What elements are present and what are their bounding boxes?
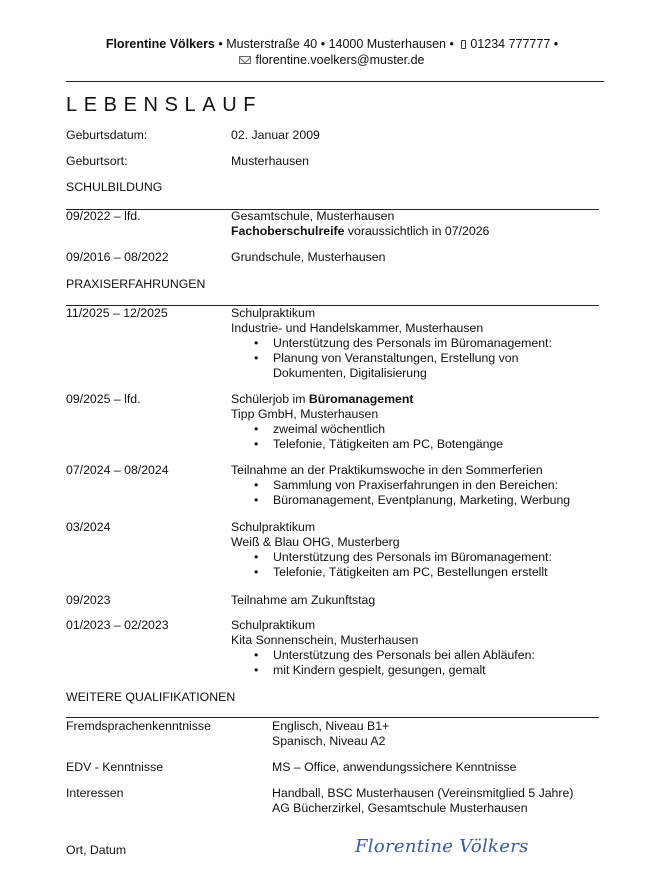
entry-details xyxy=(231,209,611,239)
header-divider xyxy=(66,81,604,82)
separator: • xyxy=(446,37,458,51)
entry-details xyxy=(231,306,611,381)
section-divider xyxy=(66,717,599,718)
phone-number: 01234 777777 xyxy=(470,37,551,51)
birthplace-value: Musterhausen xyxy=(231,154,309,168)
birthplace-label: Geburtsort: xyxy=(66,154,128,168)
school-name: Gesamtschule, Musterhausen xyxy=(231,209,395,223)
task-item: • zweimal wöchentlich xyxy=(254,422,611,437)
qualification-label: Interessen xyxy=(66,786,124,800)
qualification-details xyxy=(272,786,612,816)
position: Schulpraktikum xyxy=(231,306,316,320)
period: 01/2023 – 02/2023 xyxy=(66,618,169,632)
employer: Weiß & Blau OHG, Musterberg xyxy=(231,535,400,549)
task-item: • Planung von Veranstaltungen, Erstellung von xyxy=(254,351,611,366)
entry-details: Teilnahme am Zukunftstag xyxy=(231,593,376,607)
employer: Industrie- und Handelskammer, Musterhausen xyxy=(231,321,484,335)
task-item: • Telefonie, Tätigkeiten am PC, Bestellungen erstellt xyxy=(254,565,611,580)
qualification-label: Fremdsprachenkenntnisse xyxy=(66,719,211,733)
employer: Tipp GmbH, Musterhausen xyxy=(231,407,379,421)
entry-details: Grundschule, Musterhausen xyxy=(231,250,386,264)
period: 03/2024 xyxy=(66,520,111,534)
task-item: • Telefonie, Tätigkeiten am PC, Botengänge xyxy=(254,437,611,452)
employer: Kita Sonnenschein, Musterhausen xyxy=(231,633,419,647)
page-title: LEBENSLAUF xyxy=(66,94,263,116)
position xyxy=(231,392,611,407)
period: 09/2022 – lfd. xyxy=(66,209,141,223)
qualification-line: Spanisch, Niveau A2 xyxy=(272,734,386,748)
separator: • xyxy=(214,37,227,51)
period: 09/2025 – lfd. xyxy=(66,392,141,406)
task-item: • Unterstützung des Personals bei allen Abläufen: xyxy=(254,648,611,663)
email-line xyxy=(0,52,664,68)
period: 09/2016 – 08/2022 xyxy=(66,250,169,264)
task-item: • Unterstützung des Personals im Büromanagement: xyxy=(254,336,611,351)
task-item: • Sammlung von Praxiserfahrungen in den Bereichen: xyxy=(254,478,611,493)
birthdate-label: Geburtsdatum: xyxy=(66,128,148,142)
applicant-name: Florentine Völkers xyxy=(105,37,215,51)
entry-details xyxy=(231,463,611,508)
phone-icon xyxy=(461,40,466,49)
task-list xyxy=(254,422,611,452)
qualification-line: AG Bücherzirkel, Gesamtschule Musterhausen xyxy=(272,801,528,815)
degree-rest: voraussichtlich in 07/2026 xyxy=(344,224,490,238)
position: Teilnahme an der Praktikumswoche in den Sommerferien xyxy=(231,463,543,477)
section-heading-schulbildung: SCHULBILDUNG xyxy=(66,180,163,194)
entry-details xyxy=(231,520,611,580)
period: 09/2023 xyxy=(66,593,111,607)
entry-details xyxy=(231,392,611,452)
task-item: • Unterstützung des Personals im Büromanagement: xyxy=(254,550,611,565)
qualification-line: Handball, BSC Musterhausen (Vereinsmitglied 5 Jahre) xyxy=(272,786,574,800)
qualification-details: MS – Office, anwendungssichere Kenntnisse xyxy=(272,760,517,774)
task-item: • Büromanagement, Eventplanung, Marketing, Werbung xyxy=(254,493,611,508)
contact-header xyxy=(0,36,664,68)
qualification-label: EDV - Kenntnisse xyxy=(66,760,164,774)
envelope-icon xyxy=(239,56,251,64)
entry-details xyxy=(231,618,611,678)
period: 07/2024 – 08/2024 xyxy=(66,463,169,477)
degree-bold: Fachoberschulreife xyxy=(231,224,345,238)
task-list xyxy=(254,648,611,678)
separator: • xyxy=(317,37,329,51)
separator: • xyxy=(550,37,559,51)
task-list xyxy=(254,478,611,508)
street: Musterstraße 40 xyxy=(226,37,318,51)
qualification-line: Englisch, Niveau B1+ xyxy=(272,719,390,733)
position-bold: Büromanagement xyxy=(308,392,414,406)
signature: Florentine Völkers xyxy=(355,836,529,857)
place-date-label: Ort, Datum xyxy=(66,843,127,857)
task-list xyxy=(254,550,611,580)
birthdate-value: 02. Januar 2009 xyxy=(231,128,320,142)
section-heading-praxis: PRAXISERFAHRUNGEN xyxy=(66,277,206,291)
qualification-details xyxy=(272,719,612,749)
contact-line xyxy=(0,36,664,52)
city: 14000 Musterhausen xyxy=(328,37,447,51)
position: Schulpraktikum xyxy=(231,618,316,632)
degree-line xyxy=(231,224,611,239)
position: Schulpraktikum xyxy=(231,520,316,534)
section-heading-weitere: WEITERE QUALIFIKATIONEN xyxy=(66,690,236,704)
task-item-continued: Dokumenten, Digitalisierung xyxy=(273,366,427,380)
task-list xyxy=(254,336,611,381)
task-item: • mit Kindern gespielt, gesungen, gemalt xyxy=(254,663,611,678)
position-prefix: Schülerjob im xyxy=(231,392,309,406)
period: 11/2025 – 12/2025 xyxy=(66,306,168,320)
email-address: florentine.voelkers@muster.de xyxy=(255,53,425,67)
